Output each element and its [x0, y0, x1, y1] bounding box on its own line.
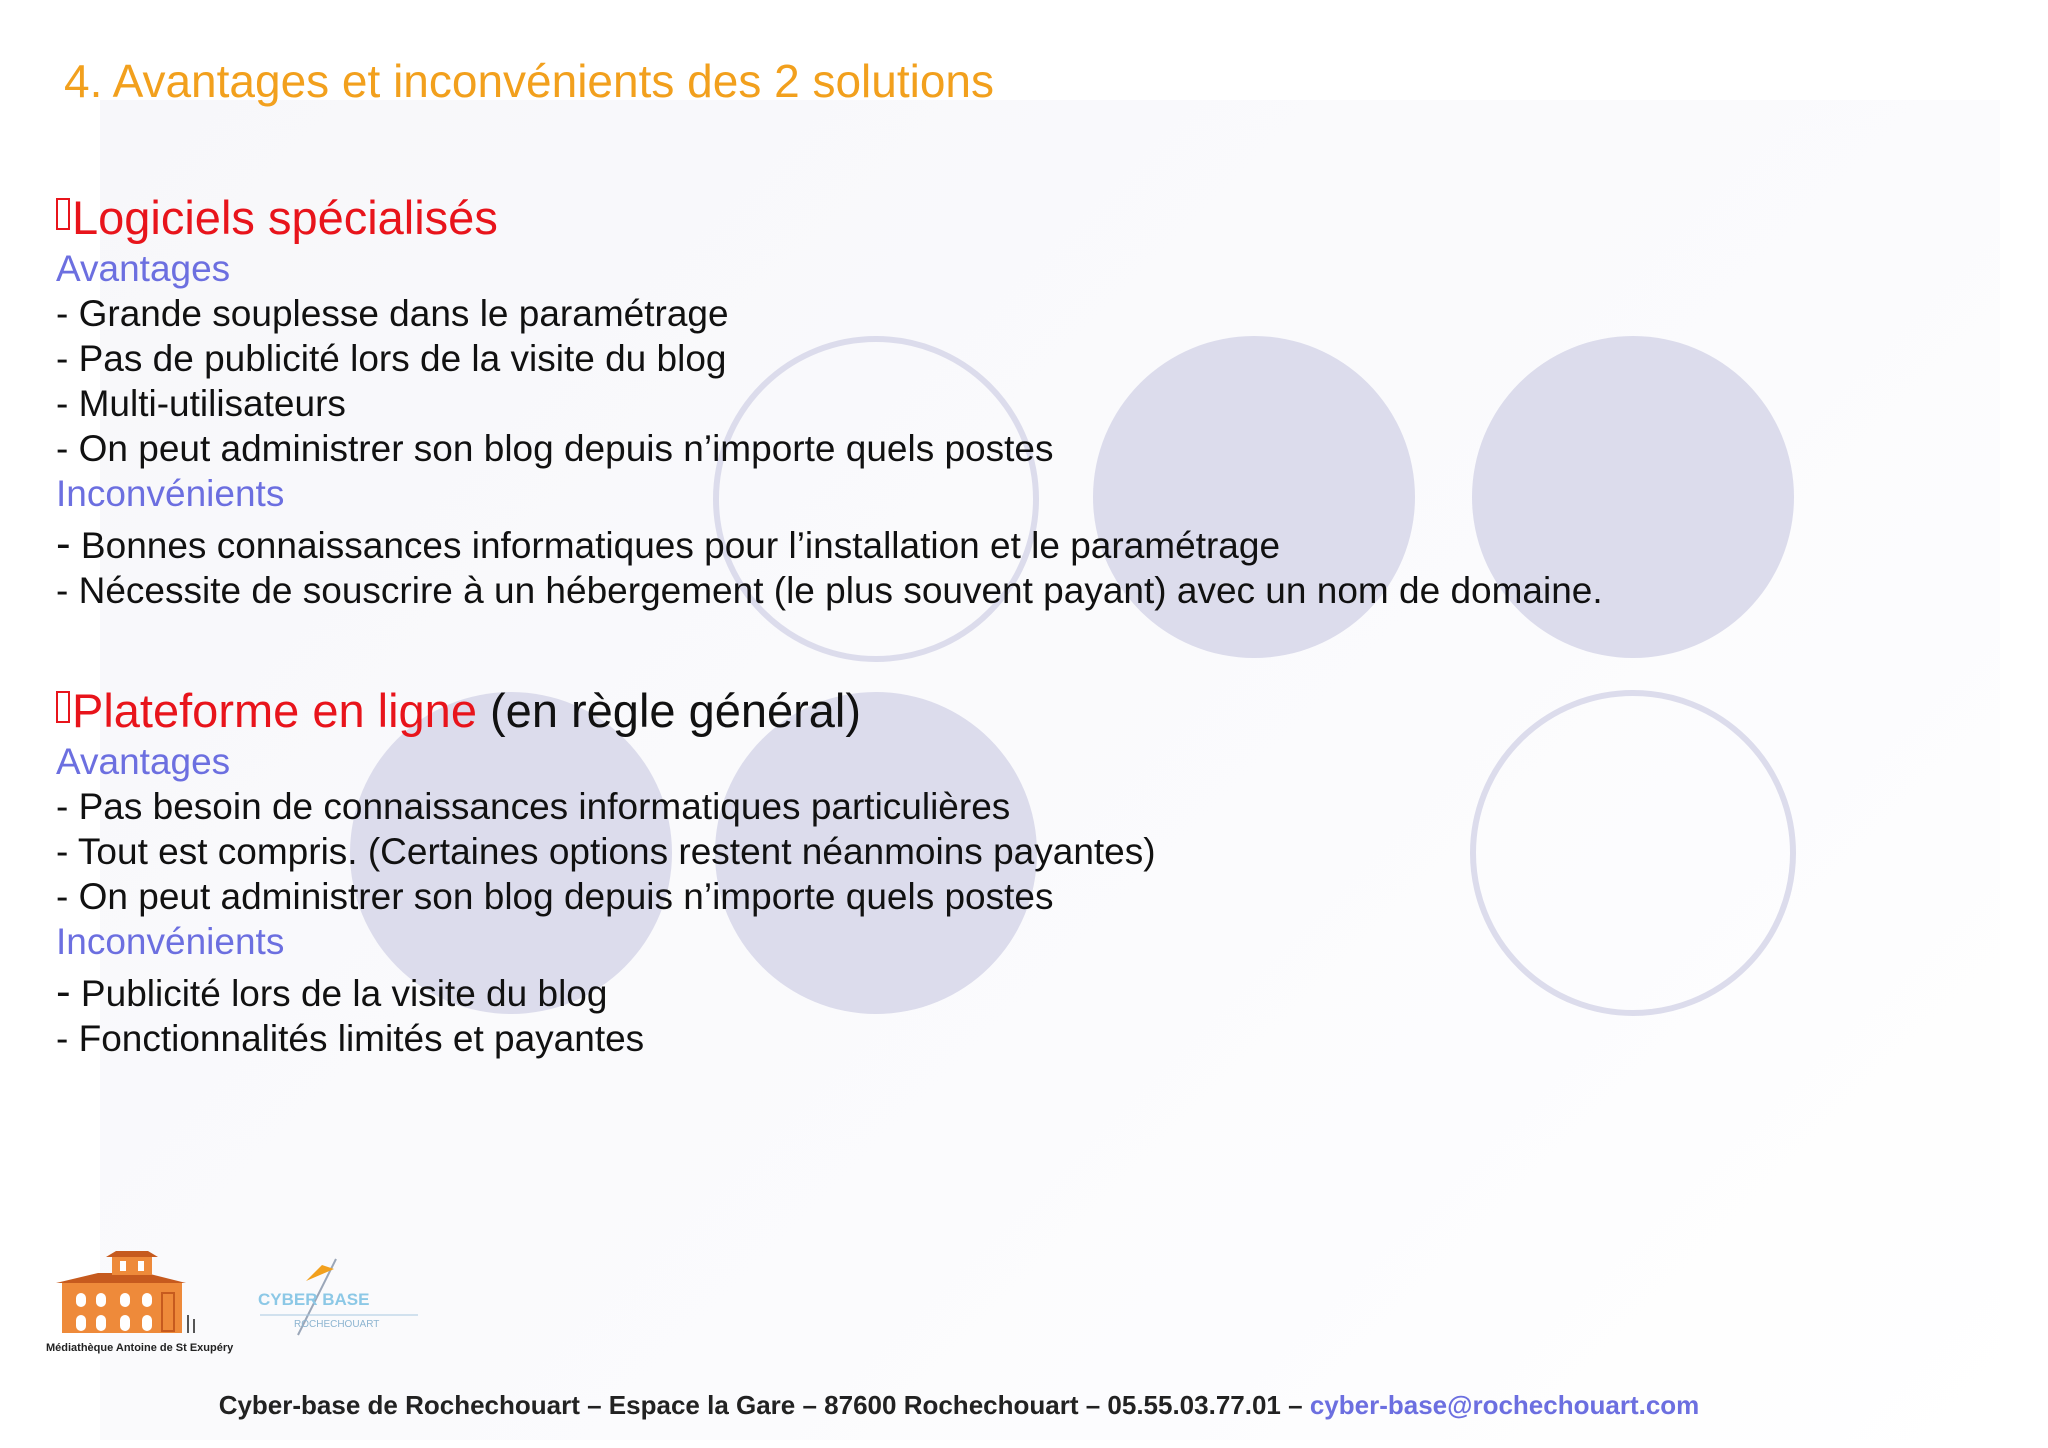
advantage-item: - Multi-utilisateurs: [56, 383, 346, 424]
decorative-ring-2: [1470, 690, 1796, 1016]
drawback-item: [56, 969, 1156, 1016]
advantage-item: - Pas besoin de connaissances informatiques particulières: [56, 786, 1011, 827]
drawbacks-label: Inconvénients: [56, 473, 285, 514]
footer: [0, 1390, 2048, 1421]
section-logiciels: [56, 190, 1603, 613]
section-plateforme: [56, 683, 1156, 1061]
footer-email-link[interactable]: cyber-base@rochechouart.com: [1309, 1390, 1700, 1420]
section-heading-text: Plateforme en ligne: [72, 684, 477, 737]
drawback-dash: -: [56, 967, 71, 1016]
drawback-item: [56, 521, 1603, 568]
advantage-item: - Pas de publicité lors de la visite du blog: [56, 338, 727, 379]
advantage-item: - Grande souplesse dans le paramétrage: [56, 293, 729, 334]
footer-address: Cyber-base de Rochechouart – Espace la Gare – 87600 Rochechouart – 05.55.03.77.01 –: [218, 1390, 1310, 1420]
drawbacks-label: Inconvénients: [56, 921, 285, 962]
advantage-item: - Tout est compris. (Certaines options restent néanmoins payantes): [56, 831, 1156, 872]
mediatheque-caption: Médiathèque Antoine de St Exupéry: [46, 1342, 234, 1354]
advantage-item: - On peut administrer son blog depuis n’importe quels postes: [56, 428, 1054, 469]
section-heading-text: Logiciels spécialisés: [72, 191, 498, 244]
advantage-item: - On peut administrer son blog depuis n’importe quels postes: [56, 876, 1054, 917]
square-outline-bullet-icon: [56, 691, 70, 723]
section-heading: [56, 190, 1603, 246]
drawback-item: - Fonctionnalités limités et payantes: [56, 1018, 645, 1059]
advantages-label: Avantages: [56, 741, 231, 782]
drawback-item: - Nécessite de souscrire à un hébergement (le plus souvent payant) avec un nom de domaine.: [56, 570, 1603, 611]
mediatheque-logo: [46, 1251, 234, 1354]
footer-contact: [219, 1390, 1700, 1420]
cyberbase-name: CYBER BASE: [258, 1290, 370, 1309]
slide-title: 4. Avantages et inconvénients des 2 solutions: [64, 55, 995, 107]
drawback-text: Publicité lors de la visite du blog: [70, 973, 608, 1014]
drawback-text: Bonnes connaissances informatiques pour l’installation et le paramétrage: [70, 525, 1281, 566]
square-outline-bullet-icon: [56, 198, 70, 230]
cyberbase-logo: [258, 1259, 418, 1335]
logos: [36, 1245, 436, 1355]
advantages-label: Avantages: [56, 248, 231, 289]
section-heading: [56, 683, 1156, 739]
section-heading-suffix: (en règle général): [476, 684, 862, 737]
cyberbase-city: ROCHECHOUART: [294, 1319, 380, 1330]
drawback-dash: -: [56, 519, 71, 568]
